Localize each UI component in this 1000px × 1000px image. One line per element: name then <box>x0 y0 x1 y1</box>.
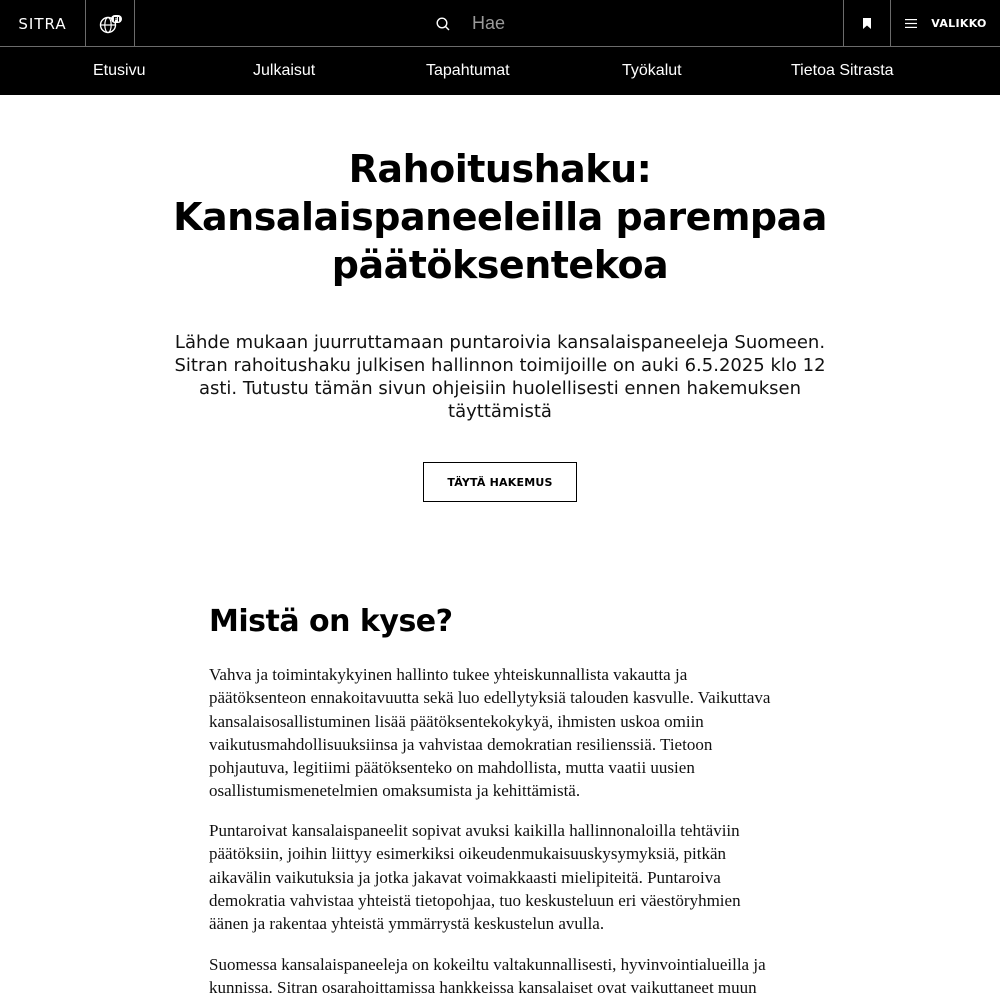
search-icon[interactable] <box>436 17 450 31</box>
page-title <box>100 145 900 289</box>
page-title-line: Rahoitushaku: <box>348 147 652 191</box>
paragraph-line: Suomessa kansalaispaneeleja on kokeiltu valtakunnallisesti, hyvinvointialueilla ja <box>209 955 766 974</box>
paragraph <box>209 953 789 1000</box>
nav-item-tyokalut[interactable]: Työkalut <box>622 62 682 79</box>
search-bar <box>436 0 672 47</box>
paragraph-line: Puntaroivat kansalaispaneelit sopivat avuksi kaikilla hallinnonaloilla tehtäviin <box>209 821 740 840</box>
paragraph-line: aikavälin vaikutuksia ja jotka jakavat voimakkaasti mielipiteitä. Puntaroiva <box>209 867 721 887</box>
lead-text <box>140 331 860 423</box>
lead-line: asti. Tutustu tämän sivun ohjeisiin huolellisesti ennen hakemuksen <box>198 378 802 399</box>
nav-item-etusivu[interactable]: Etusivu <box>93 62 146 79</box>
paragraph <box>209 663 789 803</box>
paragraph-line: osallistumismenetelmien omaksumista ja kehittämistä. <box>209 781 581 801</box>
section-heading: Mistä on kyse? <box>209 604 453 639</box>
paragraph-line: kansalaisosallistuminen lisää päätöksentekokykyä, ihmisten uskoa omiin <box>209 711 704 731</box>
language-badge: FI <box>112 16 120 23</box>
paragraph-line: pohjautuva, legitiimi päätöksenteko on mahdollista, mutta vaatii uusien <box>209 758 695 778</box>
sitra-logo[interactable] <box>0 0 86 47</box>
lead-line: täyttämistä <box>448 401 552 422</box>
menu-button[interactable] <box>892 0 1000 47</box>
page-title-line: Kansalaispaneeleilla parempaa <box>173 195 827 239</box>
menu-label: VALIKKO <box>931 17 987 30</box>
paragraph-line: Vahva ja toimintakykyinen hallinto tukee yhteiskunnallista vakautta ja <box>209 665 688 684</box>
top-bar <box>0 0 1000 47</box>
language-selector[interactable] <box>87 0 135 47</box>
bookmark-button[interactable] <box>843 0 891 47</box>
apply-button[interactable]: TÄYTÄ HAKEMUS <box>423 462 577 502</box>
globe-icon <box>98 14 124 34</box>
lead-line: Sitran rahoitushaku julkisen hallinnon toimijoille on auki 6.5.2025 klo 12 <box>174 355 826 376</box>
paragraph-line: päätöksenteon ennakoitavuutta sekä luo edellytyksiä talouden kasvulle. Vaikuttava <box>209 688 771 708</box>
nav-item-tietoa-sitrasta[interactable]: Tietoa Sitrasta <box>791 62 894 79</box>
paragraph-line: demokratia vahvistaa yhteistä tietopohjaa, tuo keskusteluun eri väestöryhmien <box>209 890 741 910</box>
paragraph-line: kunnissa. Sitran osarahoittamissa hankkeissa kansalaiset ovat vaikuttaneet muun <box>209 978 757 998</box>
paragraph-line: vaikutusmahdollisuuksiinsa ja vahvistaa demokratian resilienssiä. Tietoon <box>209 734 713 754</box>
page-title-line: päätöksentekoa <box>331 243 669 287</box>
nav-item-tapahtumat[interactable]: Tapahtumat <box>426 62 510 79</box>
logo-text: SITRA <box>18 14 67 33</box>
search-input[interactable] <box>472 13 672 34</box>
nav-item-julkaisut[interactable]: Julkaisut <box>253 62 316 79</box>
lead-line: Lähde mukaan juurruttamaan puntaroivia kansalaispaneeleja Suomeen. <box>174 332 826 353</box>
hamburger-icon <box>905 19 917 28</box>
main-nav <box>0 47 1000 95</box>
paragraph-line: äänen ja rakentaa yhteistä ymmärrystä keskustelun avulla. <box>209 914 605 934</box>
bookmark-icon <box>863 18 871 29</box>
paragraph <box>209 819 789 935</box>
paragraph-line: päätöksiin, joihin liittyy esimerkiksi oikeudenmukaisuuskysymyksiä, pitkän <box>209 844 727 864</box>
